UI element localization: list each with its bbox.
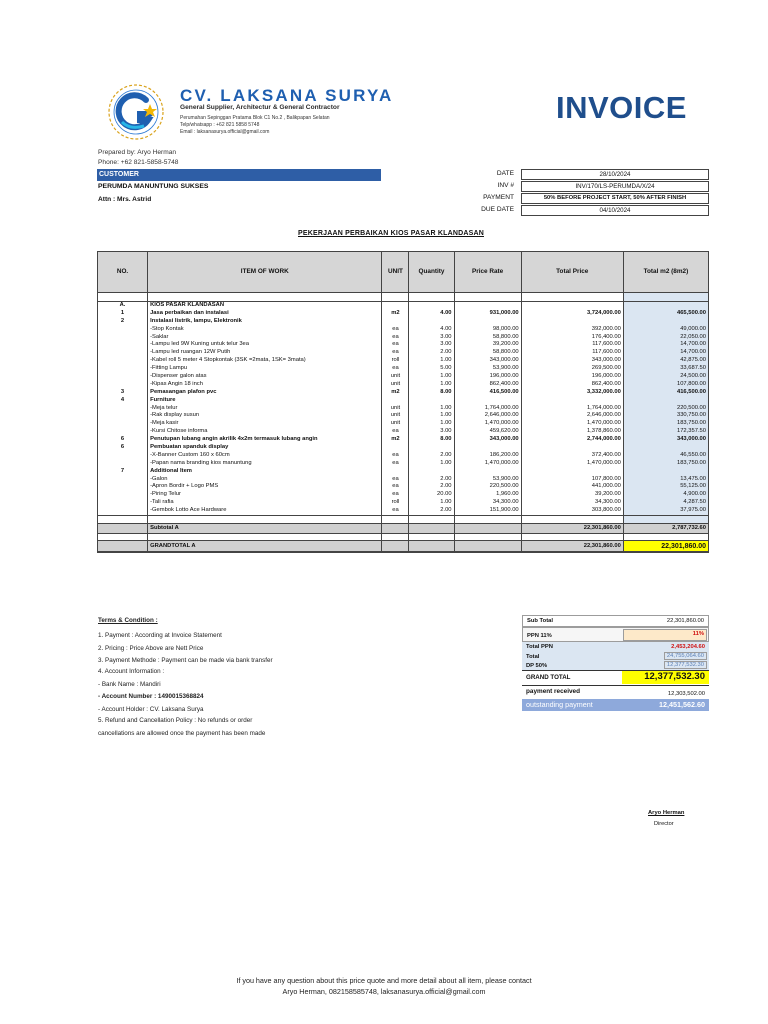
bank-name: - Bank Name : Mandiri — [98, 681, 161, 688]
table-row — [98, 333, 709, 341]
cell-m2: 55,125.00 — [623, 483, 708, 491]
company-address: Perumahan Sepinggan Pratama Blok C1 No.2 , Balikpapan Selatan — [180, 115, 330, 121]
cell-total: 392,000.00 — [521, 325, 623, 333]
cell-qty: 3.00 — [409, 341, 454, 349]
ppn-row — [522, 627, 709, 642]
table-row — [98, 499, 709, 507]
company-logo — [100, 78, 178, 146]
cell-unit — [382, 444, 409, 452]
cell-rate: 220,500.00 — [454, 483, 521, 491]
table-row — [98, 483, 709, 491]
project-title: PEKERJAAN PERBAIKAN KIOS PASAR KLANDASAN — [298, 230, 484, 237]
section-name: KIOS PASAR KLANDASAN — [148, 302, 382, 310]
total-ppn-row — [522, 642, 709, 652]
outstanding-label: outstanding payment — [526, 700, 593, 709]
total-label: Total — [526, 654, 540, 660]
cell-total: 2,744,000.00 — [521, 436, 623, 444]
cell-no — [98, 365, 148, 373]
cell-no: 7 — [98, 467, 148, 475]
cell-item: -Papan nama branding kios manuntung — [148, 460, 382, 468]
table-row — [98, 396, 709, 404]
cell-no — [98, 420, 148, 428]
table-row — [98, 317, 709, 325]
invoice-number-label: INV # — [497, 182, 514, 189]
cell-unit: unit — [382, 420, 409, 428]
cell-rate: 1,960.00 — [454, 491, 521, 499]
cell-m2: 172,357.50 — [623, 428, 708, 436]
table-row — [98, 404, 709, 412]
cell-total: 39,200.00 — [521, 491, 623, 499]
cell-qty: 1.00 — [409, 420, 454, 428]
total-value: 24,755,064.60 — [664, 652, 707, 660]
cell-qty: 2.00 — [409, 483, 454, 491]
cell-no: 3 — [98, 389, 148, 397]
dp-row — [522, 661, 709, 670]
terms-line: 3. Payment Methode : Payment can be made via bank transfer — [98, 657, 273, 664]
account-number: - Account Number : 1490015368824 — [98, 693, 204, 700]
cell-qty: 1.00 — [409, 357, 454, 365]
customer-header: CUSTOMER — [97, 169, 381, 181]
cell-unit: unit — [382, 412, 409, 420]
cell-m2: 343,000.00 — [623, 436, 708, 444]
cell-qty: 1.00 — [409, 381, 454, 389]
cell-unit: unit — [382, 381, 409, 389]
cell-no — [98, 373, 148, 381]
col-header-no: NO. — [98, 252, 148, 293]
cell-no: 1 — [98, 310, 148, 318]
cell-m2: 330,750.00 — [623, 412, 708, 420]
company-name: CV. LAKSANA SURYA — [180, 86, 394, 105]
terms-line: 5. Refund and Cancellation Policy : No refunds or order — [98, 717, 253, 724]
spacer-row — [98, 515, 709, 524]
outstanding-value: 12,451,562.60 — [659, 700, 705, 709]
outstanding-row — [522, 699, 709, 711]
col-header-price-rate: Price Rate — [454, 252, 521, 293]
cell-item: -Fitting Lampu — [148, 365, 382, 373]
terms-title: Terms & Condition : — [98, 617, 158, 624]
cell-m2 — [623, 317, 708, 325]
cell-total: 3,724,000.00 — [521, 310, 623, 318]
cell-no — [98, 349, 148, 357]
payment-received-label: payment received — [526, 688, 580, 695]
cell-unit: unit — [382, 404, 409, 412]
cell-rate: 58,800.00 — [454, 333, 521, 341]
cell-total: 372,400.00 — [521, 452, 623, 460]
cell-rate: 2,646,000.00 — [454, 412, 521, 420]
table-row — [98, 325, 709, 333]
cell-item: Instalasi listrik, lampu, Elektronik — [148, 317, 382, 325]
cell-m2: 22,050.00 — [623, 333, 708, 341]
payment-received-row — [522, 686, 709, 699]
cell-m2: 465,500.00 — [623, 310, 708, 318]
summary-subtotal-label: Sub Total — [527, 618, 553, 624]
invoice-title: INVOICE — [556, 90, 687, 125]
terms-line: 4. Account Information : — [98, 668, 165, 675]
cell-rate: 39,200.00 — [454, 341, 521, 349]
cell-no — [98, 381, 148, 389]
cell-total — [521, 317, 623, 325]
cell-no — [98, 452, 148, 460]
cell-unit: ea — [382, 365, 409, 373]
items-table — [97, 251, 709, 553]
footer-contact: Aryo Herman, 082158585748, laksanasurya.official@gmail.com — [282, 987, 486, 996]
cell-unit: ea — [382, 475, 409, 483]
cell-qty: 1.00 — [409, 373, 454, 381]
customer-name: PERUMDA MANUNTUNG SUKSES — [98, 183, 209, 190]
cell-no — [98, 475, 148, 483]
cell-qty: 1.00 — [409, 412, 454, 420]
table-row — [98, 412, 709, 420]
grand-total-row — [522, 670, 709, 686]
cell-rate: 343,000.00 — [454, 436, 521, 444]
cell-qty: 2.00 — [409, 475, 454, 483]
cell-total: 1,378,860.00 — [521, 428, 623, 436]
footer-note: If you have any question about this price quote and more detail about all item, please contact — [236, 976, 532, 985]
cell-no: 4 — [98, 396, 148, 404]
cell-qty: 4.00 — [409, 310, 454, 318]
cell-qty: 4.00 — [409, 325, 454, 333]
cell-m2: 4,287.50 — [623, 499, 708, 507]
cell-m2: 49,000.00 — [623, 325, 708, 333]
table-row — [98, 365, 709, 373]
cell-no — [98, 491, 148, 499]
cell-m2: 42,875.00 — [623, 357, 708, 365]
table-row — [98, 373, 709, 381]
cell-total: 1,470,000.00 — [521, 460, 623, 468]
section-number: A. — [98, 302, 148, 310]
cell-total: 862,400.00 — [521, 381, 623, 389]
col-header-total-m2: Total m2 (8m2) — [623, 252, 708, 293]
col-header-item: ITEM OF WORK — [148, 252, 382, 293]
cell-unit: m2 — [382, 310, 409, 318]
terms-line: cancellations are allowed once the payment has been made — [98, 730, 266, 737]
cell-item: -Meja kasir — [148, 420, 382, 428]
cell-item: Pemasangan plafon pvc — [148, 389, 382, 397]
cell-total: 1,470,000.00 — [521, 420, 623, 428]
cell-rate: 98,000.00 — [454, 325, 521, 333]
grandtotal-highlight: 22,301,860.00 — [623, 541, 708, 553]
cell-item: -Tali rafia — [148, 499, 382, 507]
cell-qty: 20.00 — [409, 491, 454, 499]
cell-unit: ea — [382, 333, 409, 341]
table-row — [98, 507, 709, 515]
cell-total: 441,000.00 — [521, 483, 623, 491]
cell-m2: 107,800.00 — [623, 381, 708, 389]
table-row — [98, 357, 709, 365]
terms-line: 2. Pricing : Price Above are Nett Price — [98, 645, 204, 652]
cell-item: -Rak display susun — [148, 412, 382, 420]
company-phone: Telp/whatsapp : +62 821 5858 5748 — [180, 122, 260, 128]
table-row — [98, 460, 709, 468]
company-tagline: General Supplier, Architectur & General Contractor — [180, 104, 340, 111]
cell-unit: unit — [382, 373, 409, 381]
cell-m2: 33,687.50 — [623, 365, 708, 373]
ppn-value: 11% — [692, 631, 704, 637]
cell-item: Penutupan lubang angin akrilik 4x2m termasuk lubang angin — [148, 436, 382, 444]
cell-m2: 37,975.00 — [623, 507, 708, 515]
cell-total: 2,646,000.00 — [521, 412, 623, 420]
cell-no — [98, 333, 148, 341]
cell-no — [98, 357, 148, 365]
cell-item: -Kipas Angin 18 inch — [148, 381, 382, 389]
cell-unit — [382, 317, 409, 325]
cell-unit — [382, 467, 409, 475]
cell-no — [98, 499, 148, 507]
cell-no — [98, 404, 148, 412]
spacer-row — [98, 534, 709, 541]
cell-unit: roll — [382, 357, 409, 365]
cell-item: -Lampu led ruangan 12W Putih — [148, 349, 382, 357]
cell-unit: ea — [382, 460, 409, 468]
grandtotal-label: GRANDTOTAL A — [148, 541, 382, 553]
cell-rate — [454, 444, 521, 452]
grandtotal-row — [98, 541, 709, 553]
table-row — [98, 310, 709, 318]
cell-total: 176,400.00 — [521, 333, 623, 341]
cell-total: 303,800.00 — [521, 507, 623, 515]
subtotal-total-price: 22,301,860.00 — [521, 524, 623, 534]
cell-rate — [454, 396, 521, 404]
table-row — [98, 491, 709, 499]
preparer-phone: Phone: +62 821-5858-5748 — [98, 159, 179, 166]
cell-qty: 2.00 — [409, 452, 454, 460]
cell-unit: m2 — [382, 389, 409, 397]
col-header-quantity: Quantity — [409, 252, 454, 293]
cell-qty: 2.00 — [409, 507, 454, 515]
cell-rate: 58,800.00 — [454, 349, 521, 357]
cell-unit: roll — [382, 499, 409, 507]
cell-m2: 14,700.00 — [623, 349, 708, 357]
cell-total: 117,600.00 — [521, 341, 623, 349]
cell-item: -Dispenser galon atas — [148, 373, 382, 381]
cell-no: 2 — [98, 317, 148, 325]
cell-rate: 343,000.00 — [454, 357, 521, 365]
col-header-total-price: Total Price — [521, 252, 623, 293]
cell-qty: 8.00 — [409, 389, 454, 397]
cell-qty — [409, 444, 454, 452]
cell-item: -Apron Bordir + Logo PMS — [148, 483, 382, 491]
cell-rate: 1,470,000.00 — [454, 460, 521, 468]
cell-qty — [409, 396, 454, 404]
cell-item: Jasa perbaikan dan instalasi — [148, 310, 382, 318]
cell-total: 3,332,000.00 — [521, 389, 623, 397]
cell-rate: 1,470,000.00 — [454, 420, 521, 428]
payment-label: PAYMENT — [483, 194, 514, 201]
cell-unit: m2 — [382, 436, 409, 444]
table-row — [98, 420, 709, 428]
payment-value: 50% BEFORE PROJECT START, 50% AFTER FINISH — [521, 193, 709, 204]
cell-m2: 220,500.00 — [623, 404, 708, 412]
grand-total-value: 12,377,532.30 — [644, 671, 705, 682]
cell-unit — [382, 396, 409, 404]
cell-unit: ea — [382, 483, 409, 491]
subtotal-label: Subtotal A — [148, 524, 382, 534]
total-row — [522, 652, 709, 661]
date-label: DATE — [496, 170, 514, 177]
cell-rate: 34,300.00 — [454, 499, 521, 507]
summary-subtotal-value: 22,301,860.00 — [666, 618, 704, 624]
cell-unit: ea — [382, 428, 409, 436]
cell-item: -Kabel roll 5 meter 4 Stopkontak (3SK =2mata, 1SK= 3mata) — [148, 357, 382, 365]
account-holder: - Account Holder : CV. Laksana Surya — [98, 706, 204, 713]
cell-unit: ea — [382, 325, 409, 333]
cell-item: Additional Item — [148, 467, 382, 475]
subtotal-total-m2: 2,787,732.60 — [623, 524, 708, 534]
grandtotal-total-price: 22,301,860.00 — [521, 541, 623, 553]
cell-rate: 151,900.00 — [454, 507, 521, 515]
cell-m2 — [623, 396, 708, 404]
cell-qty: 2.00 — [409, 349, 454, 357]
table-row — [98, 381, 709, 389]
cell-qty: 3.00 — [409, 333, 454, 341]
spacer-row — [98, 293, 709, 302]
cell-m2 — [623, 444, 708, 452]
cell-rate: 53,900.00 — [454, 475, 521, 483]
cell-qty: 5.00 — [409, 365, 454, 373]
table-row — [98, 389, 709, 397]
cell-total: 196,000.00 — [521, 373, 623, 381]
cell-total: 117,600.00 — [521, 349, 623, 357]
cell-item: -Saklar — [148, 333, 382, 341]
totals-panel — [522, 615, 709, 711]
cell-rate: 1,764,000.00 — [454, 404, 521, 412]
cell-unit: ea — [382, 507, 409, 515]
cell-no — [98, 325, 148, 333]
cell-qty: 1.00 — [409, 404, 454, 412]
cell-m2: 24,500.00 — [623, 373, 708, 381]
cell-qty — [409, 317, 454, 325]
table-row — [98, 349, 709, 357]
payment-received-value: 12,303,502.00 — [667, 691, 705, 697]
cell-m2: 14,700.00 — [623, 341, 708, 349]
table-row — [98, 444, 709, 452]
cell-no — [98, 341, 148, 349]
terms-line: 1. Payment : According at Invoice Statement — [98, 632, 222, 639]
cell-item: Furniture — [148, 396, 382, 404]
cell-item: -Meja telur — [148, 404, 382, 412]
cell-m2: 416,500.00 — [623, 389, 708, 397]
prepared-by: Prepared by: Aryo Herman — [98, 149, 177, 156]
cell-rate: 459,620.00 — [454, 428, 521, 436]
cell-item: -Stop Kontak — [148, 325, 382, 333]
cell-qty: 3.00 — [409, 428, 454, 436]
table-row — [98, 452, 709, 460]
cell-m2: 183,750.00 — [623, 420, 708, 428]
subtotal-row — [98, 524, 709, 534]
cell-total: 107,800.00 — [521, 475, 623, 483]
cell-item: -Piring Telur — [148, 491, 382, 499]
cell-no: 6 — [98, 444, 148, 452]
cell-unit: ea — [382, 341, 409, 349]
cell-qty: 1.00 — [409, 460, 454, 468]
cell-unit: ea — [382, 349, 409, 357]
table-row — [98, 341, 709, 349]
invoice-number-value: INV/170/LS-PERUMDA/X/24 — [521, 181, 709, 192]
total-ppn-value: 2,453,204.60 — [671, 644, 705, 650]
col-header-unit: UNIT — [382, 252, 409, 293]
cell-unit: ea — [382, 491, 409, 499]
cell-m2: 183,750.00 — [623, 460, 708, 468]
cell-total — [521, 444, 623, 452]
cell-rate — [454, 467, 521, 475]
ppn-label: PPN 11% — [527, 633, 552, 639]
table-row — [98, 436, 709, 444]
cell-unit: ea — [382, 452, 409, 460]
cell-total: 34,300.00 — [521, 499, 623, 507]
cell-item: -Lampu led 9W Kuning untuk telur 3ea — [148, 341, 382, 349]
cell-item: Pembuatan spanduk display — [148, 444, 382, 452]
cell-m2: 4,900.00 — [623, 491, 708, 499]
ppn-breakdown — [522, 642, 709, 670]
cell-item: -Kursi Chitose informa — [148, 428, 382, 436]
cell-qty: 1.00 — [409, 499, 454, 507]
table-row — [98, 467, 709, 475]
cell-m2: 13,475.00 — [623, 475, 708, 483]
total-ppn-label: Total PPN — [526, 644, 553, 650]
signatory-role: Director — [654, 821, 674, 827]
cell-total — [521, 396, 623, 404]
cell-rate: 53,900.00 — [454, 365, 521, 373]
cell-item: -Galon — [148, 475, 382, 483]
cell-no — [98, 412, 148, 420]
cell-rate: 416,500.00 — [454, 389, 521, 397]
cell-rate: 196,000.00 — [454, 373, 521, 381]
cell-no: 6 — [98, 436, 148, 444]
cell-total: 1,764,000.00 — [521, 404, 623, 412]
date-value: 28/10/2024 — [521, 169, 709, 180]
company-email: Email : laksanasurya.official@gmail.com — [180, 129, 270, 135]
cell-no — [98, 460, 148, 468]
cell-rate: 931,000.00 — [454, 310, 521, 318]
cell-total: 269,500.00 — [521, 365, 623, 373]
table-row — [98, 428, 709, 436]
cell-m2 — [623, 467, 708, 475]
cell-qty — [409, 467, 454, 475]
cell-m2: 46,550.00 — [623, 452, 708, 460]
cell-no — [98, 483, 148, 491]
section-row — [98, 302, 709, 310]
subtotal-summary-row — [522, 615, 709, 627]
due-date-label: DUE DATE — [481, 206, 514, 213]
cell-qty: 8.00 — [409, 436, 454, 444]
cell-total: 343,000.00 — [521, 357, 623, 365]
table-row — [98, 475, 709, 483]
cell-item: -Gembok Lotto Ace Hardware — [148, 507, 382, 515]
cell-rate: 862,400.00 — [454, 381, 521, 389]
table-header-row — [98, 252, 709, 293]
cell-rate — [454, 317, 521, 325]
cell-item: -X-Banner Custom 160 x 60cm — [148, 452, 382, 460]
grand-total-label: GRAND TOTAL — [526, 674, 571, 681]
dp-value: 12,377,532.30 — [664, 661, 707, 669]
signatory-name: Aryo Herman — [648, 810, 685, 816]
cell-no — [98, 507, 148, 515]
cell-rate: 186,200.00 — [454, 452, 521, 460]
cell-total — [521, 467, 623, 475]
dp-label: DP 50% — [526, 663, 548, 669]
customer-attn: Attn : Mrs. Astrid — [98, 196, 152, 203]
due-date-value: 04/10/2024 — [521, 205, 709, 216]
cell-no — [98, 428, 148, 436]
